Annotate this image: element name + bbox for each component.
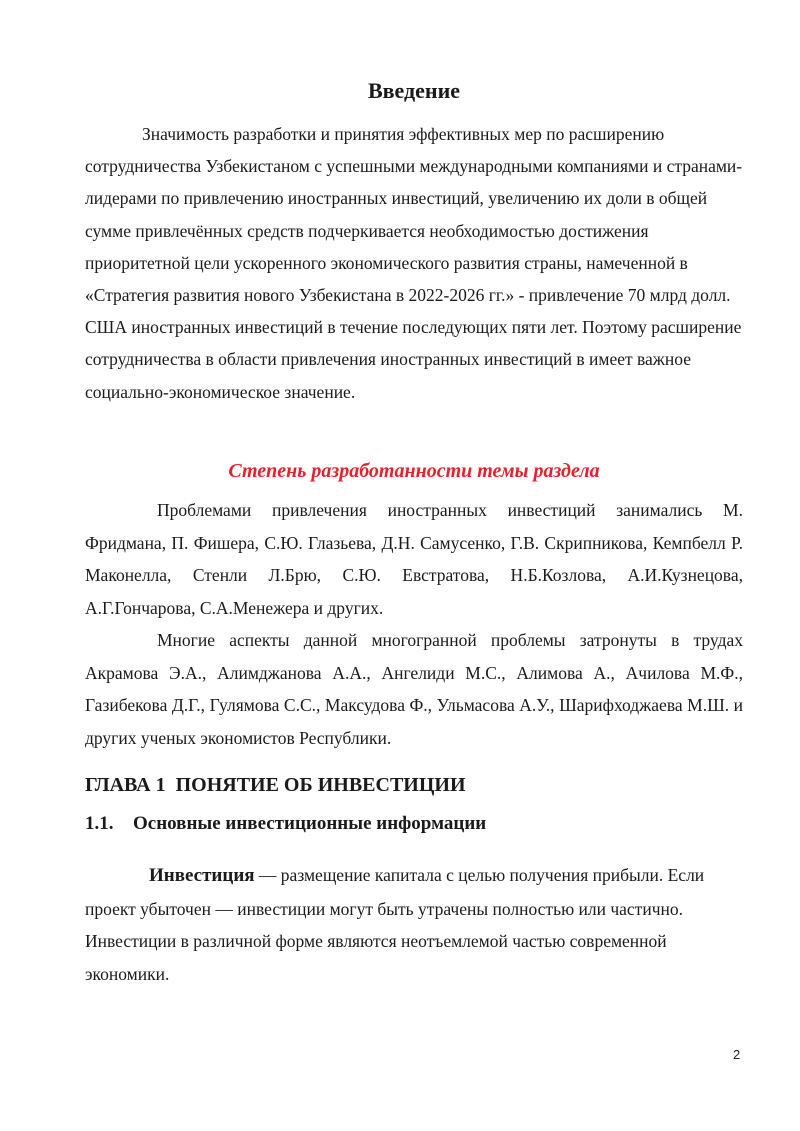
problems-paragraph (85, 494, 743, 624)
investment-definition-text: — размещение капитала с целью получения прибыли. Если проект убыточен — инвестиции могут быть утрачены полностью или частично. Инвестиции в различной форме являются неотъемлемой частью современной экономики. (85, 865, 705, 984)
page-number: 2 (733, 1047, 741, 1062)
investment-definition-paragraph (85, 859, 745, 990)
problems-paragraph-text: Проблемами привлечения иностранных инвестиций занимались М. Фридмана, П. Фишера, С.Ю. Глазьева, Д.Н. Самусенко, Г.В. Скрипникова, Кемпбелл Р. Маконелла, Стенли Л.Брю, С.Ю. Евстратова, Н.Б.Козлова, А.И.Кузнецова, А.Г.Гончарова, С.А.Менежера и других. (85, 500, 743, 618)
aspects-paragraph (85, 624, 743, 754)
investment-term: Инвестиция (149, 865, 255, 886)
subsection-heading (85, 809, 486, 839)
chapter-heading: ГЛАВА 1 ПОНЯТИЕ ОБ ИНВЕСТИЦИИ (85, 774, 466, 796)
page-title: Введение (367, 78, 461, 103)
section-heading: Степень разработанности темы раздела (228, 460, 600, 482)
subsection-number: 1.1. (85, 813, 114, 834)
subsection-title: Основные инвестиционные информации (133, 813, 487, 834)
intro-paragraph (85, 118, 745, 408)
aspects-paragraph-text: Многие аспекты данной многогранной проблемы затронуты в трудах Акрамова Э.А., Алимджанова А.А., Ангелиди М.С., Алимова А., Ачилова М.Ф., Газибекова Д.Г., Гулямова С.С., Максудова Ф., Ульмасова А.У., Шарифходжаева М.Ш. и других ученых экономистов Республики. (85, 630, 743, 748)
intro-paragraph-text: Значимость разработки и принятия эффективных мер по расширению сотрудничества Узбекистаном с успешными международными компаниями и странами-лидерами по привлечению иностранных инвестиций, увеличению их доли в общей сумме привлечённых средств подчеркивается необходимостью достижения приоритетной цели ускоренного экономического развития страны, намеченной в «Стратегия развития нового Узбекистана в 2022-2026 гг.» - привлечение 70 млрд долл. США иностранных инвестиций в течение последующих пяти лет. Поэтому расширение сотрудничества в области привлечения иностранных инвестиций в имеет важное социально-экономическое значение. (85, 124, 743, 402)
